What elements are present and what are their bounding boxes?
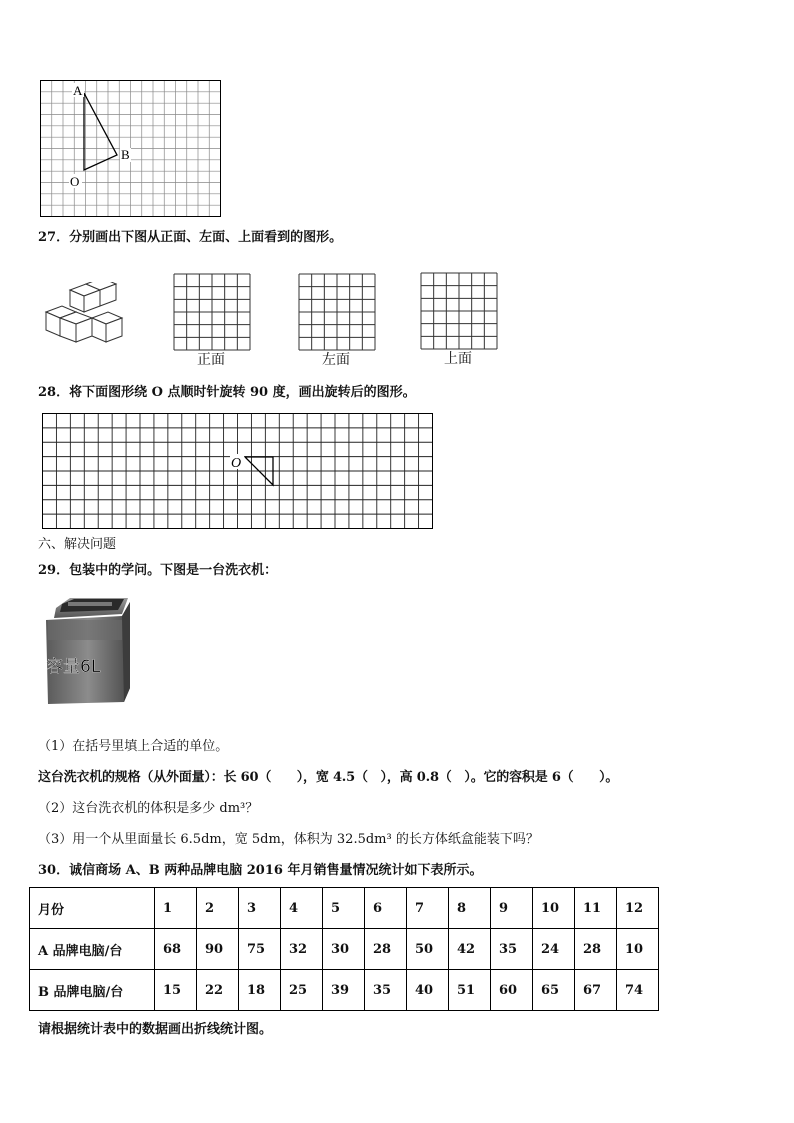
triangle-abo-grid-figure: [40, 80, 222, 218]
q29-part3: （3）用一个从里面量长 6.5dm，宽 5dm，体积为 32.5dm³ 的长方体纸盒能装下吗？: [38, 832, 539, 847]
table-header-label: 月份: [30, 888, 155, 929]
value-cell: 51: [449, 970, 491, 1011]
value-cell: 68: [155, 929, 197, 970]
label-o: O: [70, 174, 80, 189]
left-view-grid[interactable]: [298, 273, 376, 351]
value-cell: 40: [407, 970, 449, 1011]
value-cell: 32: [281, 929, 323, 970]
q30-text: 30．诚信商场 A、B 两种品牌电脑 2016 年月销售量情况统计如下表所示。: [38, 863, 483, 878]
table-row-brand-b: [30, 970, 659, 1011]
cube-stack-figure: [44, 282, 124, 344]
rotation-label-o: O: [231, 456, 242, 471]
value-cell: 60: [491, 970, 533, 1011]
row-label: B 品牌电脑/台: [30, 970, 155, 1011]
top-view-grid[interactable]: [420, 272, 498, 350]
label-a: A: [73, 83, 83, 98]
value-cell: 42: [449, 929, 491, 970]
value-cell: 74: [617, 970, 659, 1011]
front-view-label: 正面: [197, 352, 225, 368]
month-cell: 2: [197, 888, 239, 929]
month-cell: 8: [449, 888, 491, 929]
value-cell: 25: [281, 970, 323, 1011]
q27-text: 27．分别画出下图从正面、左面、上面看到的图形。: [38, 230, 343, 245]
rotation-grid[interactable]: [42, 413, 434, 530]
value-cell: 28: [365, 929, 407, 970]
left-view-label: 左面: [322, 352, 350, 368]
value-cell: 75: [239, 929, 281, 970]
month-cell: 10: [533, 888, 575, 929]
value-cell: 24: [533, 929, 575, 970]
month-cell: 7: [407, 888, 449, 929]
triangle-abo: [84, 93, 117, 170]
table-row-header: [30, 888, 659, 929]
row-label: A 品牌电脑/台: [30, 929, 155, 970]
washing-machine-image: [44, 598, 134, 706]
value-cell: 35: [365, 970, 407, 1011]
month-cell: 1: [155, 888, 197, 929]
front-view-grid[interactable]: [173, 273, 251, 351]
month-cell: 6: [365, 888, 407, 929]
month-cell: 11: [575, 888, 617, 929]
q30-footer: 请根据统计表中的数据画出折线统计图。: [38, 1022, 273, 1037]
value-cell: 67: [575, 970, 617, 1011]
q28-text: 28．将下面图形绕 O 点顺时针旋转 90 度，画出旋转后的图形。: [38, 385, 416, 400]
value-cell: 28: [575, 929, 617, 970]
label-b: B: [121, 147, 130, 162]
month-cell: 5: [323, 888, 365, 929]
table-row-brand-a: [30, 929, 659, 970]
month-cell: 12: [617, 888, 659, 929]
section6-title: 六、解决问题: [38, 537, 117, 552]
month-cell: 9: [491, 888, 533, 929]
q29-part1: （1）在括号里填上合适的单位。: [38, 739, 229, 754]
value-cell: 35: [491, 929, 533, 970]
value-cell: 50: [407, 929, 449, 970]
value-cell: 22: [197, 970, 239, 1011]
top-view-label: 上面: [444, 351, 472, 367]
value-cell: 39: [323, 970, 365, 1011]
machine-capacity-label: 容量6L: [46, 657, 101, 677]
sales-table: [29, 887, 659, 1011]
q29-spec: 这台洗衣机的规格（从外面量）：长 60（ ），宽 4.5（ ），高 0.8（ ）。它的容积是 6（ ）。: [38, 770, 619, 785]
value-cell: 15: [155, 970, 197, 1011]
month-cell: 3: [239, 888, 281, 929]
value-cell: 18: [239, 970, 281, 1011]
value-cell: 90: [197, 929, 239, 970]
q29-text: 29．包装中的学问。下图是一台洗衣机：: [38, 563, 278, 578]
q29-part2: （2）这台洗衣机的体积是多少 dm³？: [38, 801, 259, 816]
month-cell: 4: [281, 888, 323, 929]
value-cell: 10: [617, 929, 659, 970]
value-cell: 30: [323, 929, 365, 970]
value-cell: 65: [533, 970, 575, 1011]
